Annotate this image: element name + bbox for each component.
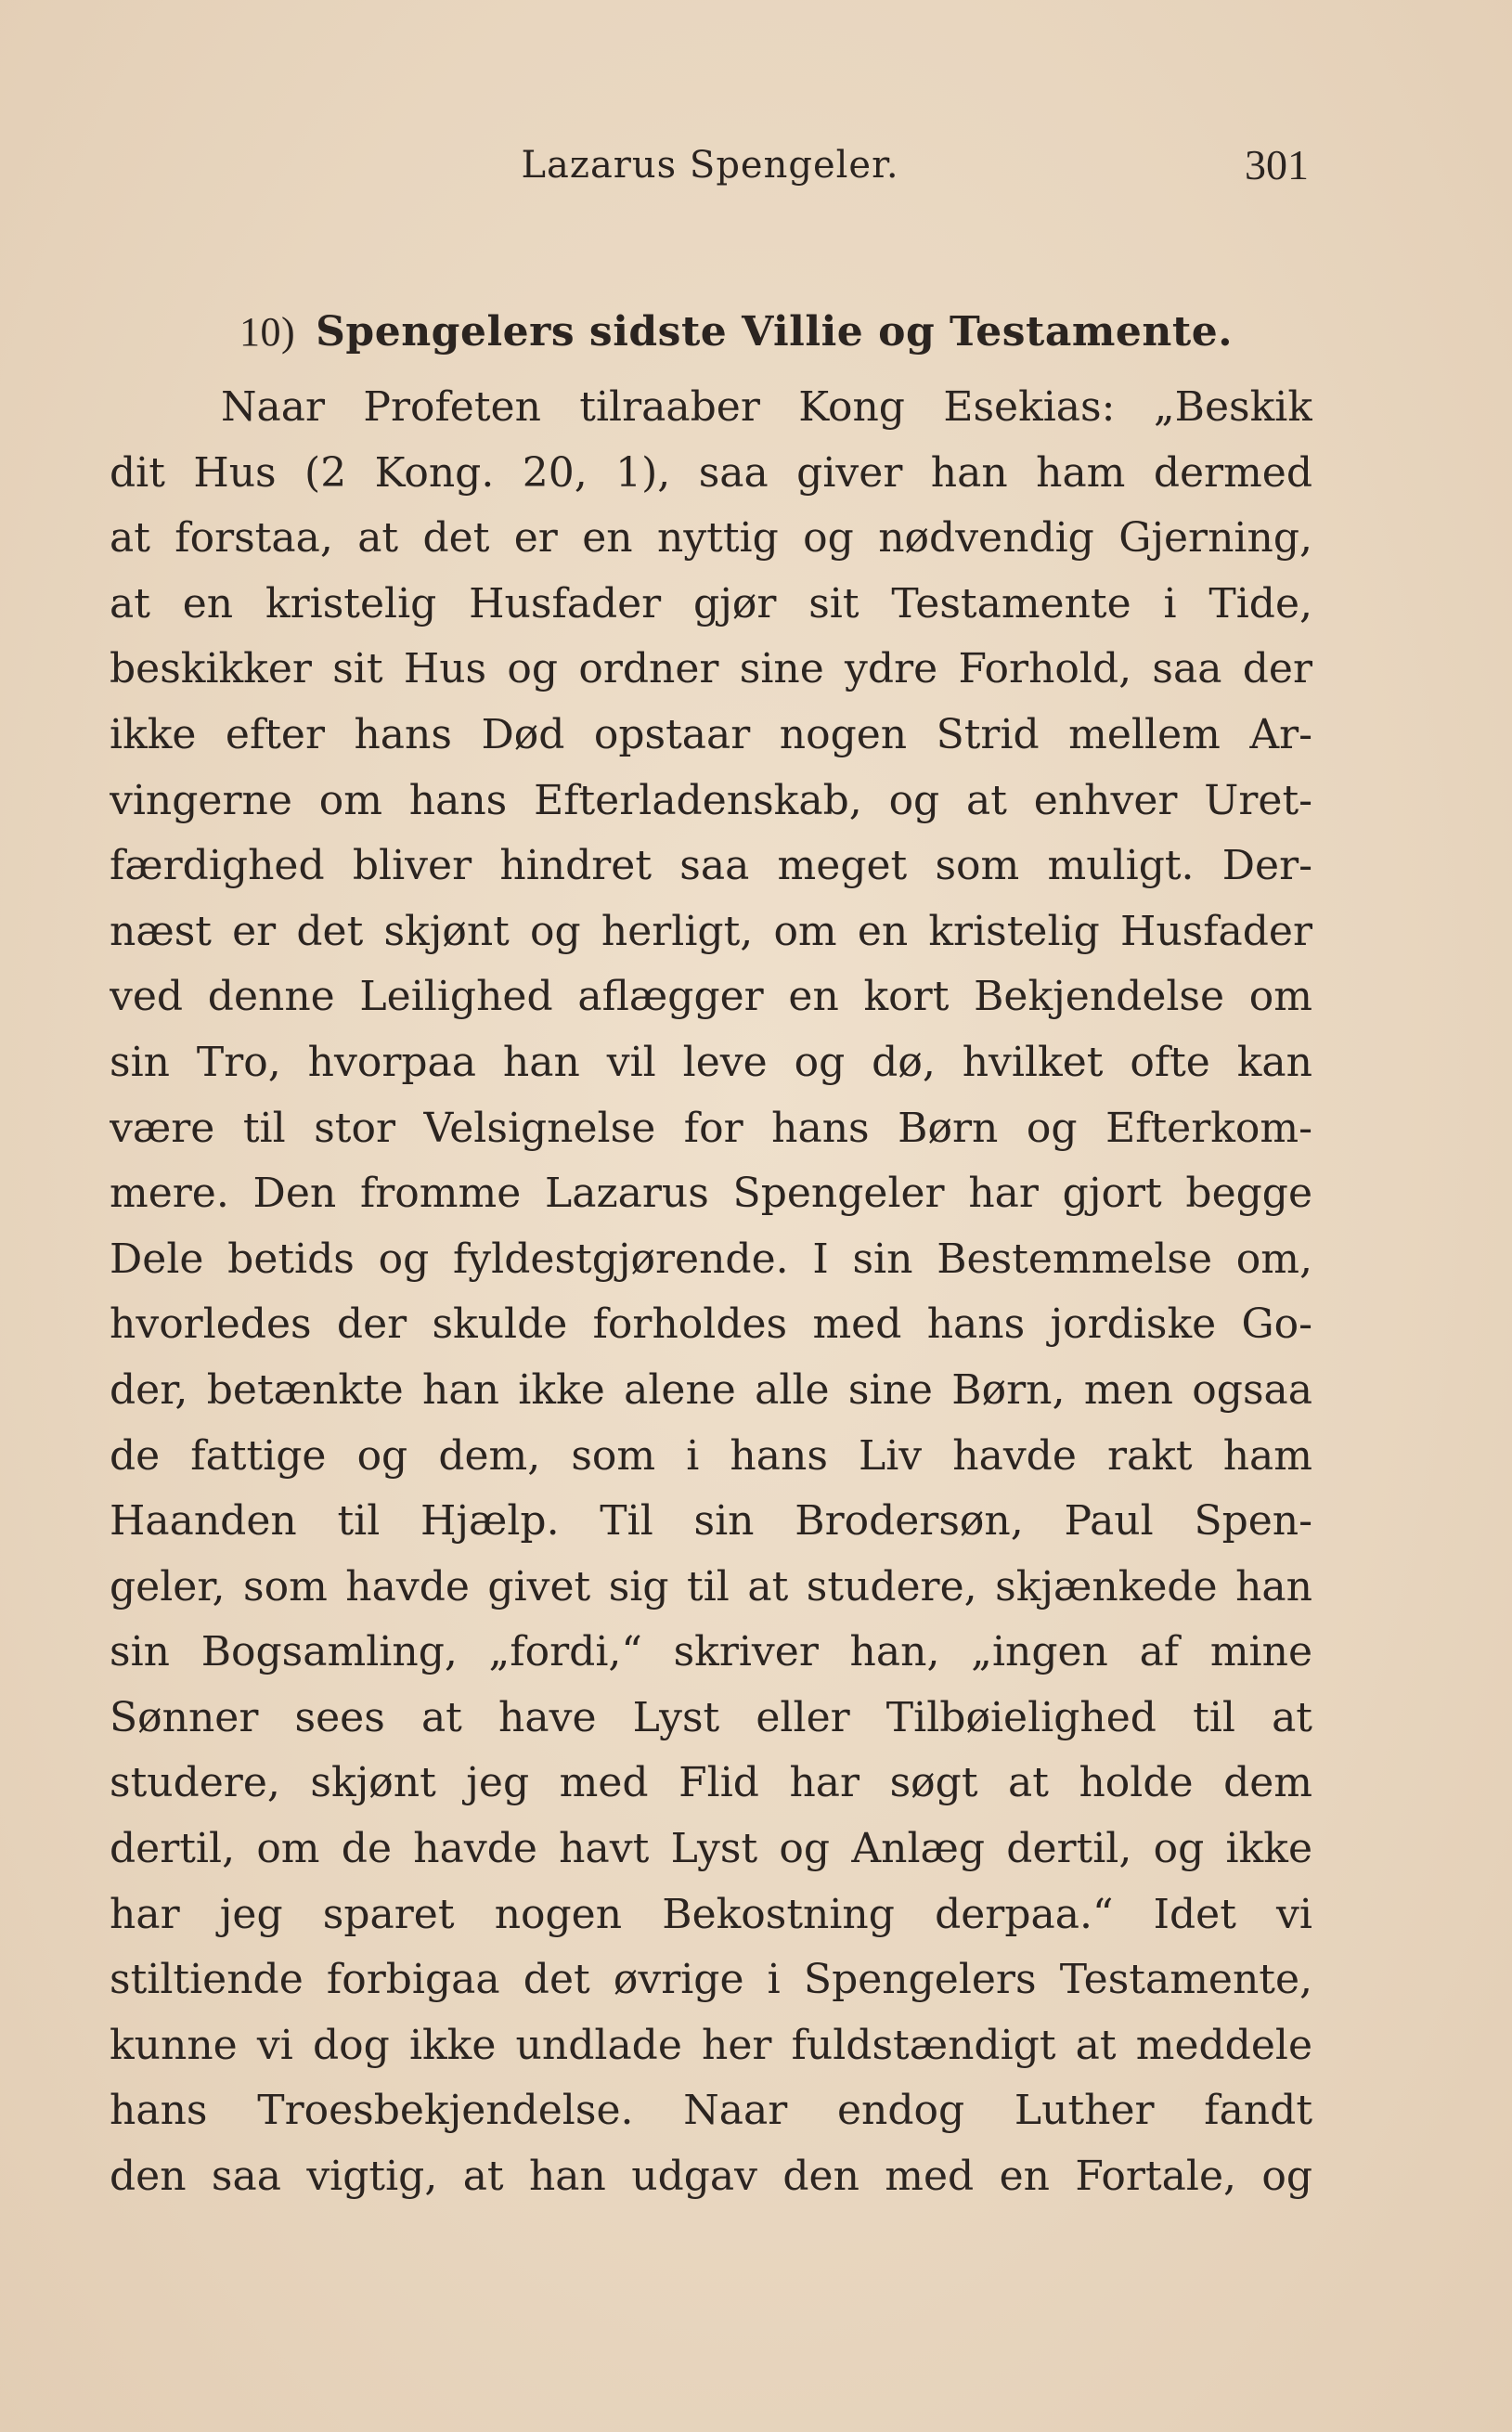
text-line: har jeg sparet nogen Bekostning derpaa.“ Idet vi <box>110 1890 1312 1938</box>
text-line: hans Troesbekjendelse. Naar endog Luther fandt <box>110 2087 1312 2135</box>
page-number: 301 <box>1245 141 1309 188</box>
text-line: sin Bogsamling, „fordi,“ skriver han, „ingen af mine <box>110 1628 1312 1676</box>
section-heading <box>239 295 1233 369</box>
running-title: Lazarus Spengeler. <box>521 144 899 187</box>
text-line: mere. Den fromme Lazarus Spengeler har gjort begge <box>110 1170 1312 1218</box>
text-line: kunne vi dog ikke undlade her fuldstændigt at meddele <box>110 2021 1312 2069</box>
text-line: Dele betids og fyldestgjørende. I sin Bestemmelse om, <box>110 1235 1312 1283</box>
text-line: de fattige og dem, som i hans Liv havde rakt ham <box>110 1431 1312 1480</box>
section-title: Spengelers sidste Villie og Testamente. <box>316 308 1234 356</box>
text-line: næst er det skjønt og herligt, om en kristelig Husfader <box>110 907 1312 955</box>
text-line: stiltiende forbigaa det øvrige i Spengelers Testamente, <box>110 1956 1312 2004</box>
text-line: færdighed bliver hindret saa meget som muligt. Der- <box>110 842 1312 890</box>
text-line: ved denne Leilighed aflægger en kort Bekjendelse om <box>110 973 1312 1021</box>
text-line: ikke efter hans Død opstaar nogen Strid mellem Ar- <box>110 710 1312 758</box>
text-line: være til stor Velsignelse for hans Børn og Efterkom- <box>110 1104 1312 1152</box>
body-text <box>110 375 1312 2210</box>
text-line: studere, skjønt jeg med Flid har søgt at holde dem <box>110 1759 1312 1807</box>
text-line: geler, som havde givet sig til at studere, skjænkede han <box>110 1562 1312 1611</box>
text-line: at forstaa, at det er en nyttig og nødvendig Gjerning, <box>110 514 1312 563</box>
text-line: der, betænkte han ikke alene alle sine Børn, men ogsaa <box>110 1365 1312 1414</box>
text-line: dit Hus (2 Kong. 20, 1), saa giver han ham dermed <box>110 448 1312 497</box>
text-line: den saa vigtig, at han udgav den med en Fortale, og <box>110 2153 1312 2201</box>
text-line: vingerne om hans Efterladenskab, og at enhver Uret- <box>110 776 1312 824</box>
text-line: hvorledes der skulde forholdes med hans jordiske Go- <box>110 1300 1312 1349</box>
section-number: 10) <box>239 309 296 355</box>
running-head <box>111 128 1309 202</box>
text-line: Haanden til Hjælp. Til sin Brodersøn, Paul Spen- <box>110 1497 1312 1546</box>
text-line: beskikker sit Hus og ordner sine ydre Forhold, saa der <box>110 645 1312 693</box>
text-line: Naar Profeten tilraaber Kong Esekias: „Beskik <box>221 383 1312 431</box>
text-line: at en kristelig Husfader gjør sit Testamente i Tide, <box>110 579 1312 627</box>
text-line: dertil, om de havde havt Lyst og Anlæg dertil, og ikke <box>110 1825 1312 1873</box>
text-line: sin Tro, hvorpaa han vil leve og dø, hvilket ofte kan <box>110 1038 1312 1086</box>
text-line: Sønner sees at have Lyst eller Tilbøielighed til at <box>110 1693 1312 1741</box>
